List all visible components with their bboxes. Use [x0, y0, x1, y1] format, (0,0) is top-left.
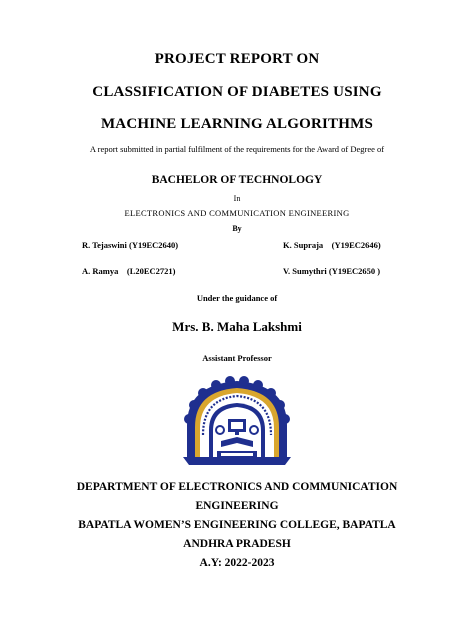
student-3: A. Ramya (L20EC2721): [82, 266, 176, 276]
guide-name: Mrs. B. Maha Lakshmi: [172, 319, 302, 334]
guidance-label: Under the guidance of: [196, 293, 278, 303]
branch-name: ELECTRONICS AND COMMUNICATION ENGINEERING: [124, 208, 350, 218]
guide-designation: Assistant Professor: [202, 353, 272, 363]
college-name: BAPATLA WOMEN’S ENGINEERING COLLEGE, BAPATLA: [78, 519, 396, 531]
student-4: V. Sumythri (Y19EC2650 ): [283, 266, 381, 276]
report-title-line1: CLASSIFICATION OF DIABETES USING: [92, 84, 382, 100]
by-label: By: [232, 224, 242, 233]
college-emblem-icon: [181, 375, 293, 467]
student-2: K. Supraja (Y19EC2646): [283, 240, 381, 250]
state-name: ANDHRA PRADESH: [183, 538, 291, 550]
department-line1: DEPARTMENT OF ELECTRONICS AND COMMUNICATION: [76, 481, 398, 493]
department-line2: ENGINEERING: [195, 500, 279, 512]
degree-name: BACHELOR OF TECHNOLOGY: [151, 174, 323, 186]
student-1: R. Tejaswini (Y19EC2640): [82, 240, 179, 250]
in-label: In: [233, 194, 241, 203]
report-title-line2: MACHINE LEARNING ALGORITHMS: [100, 116, 374, 132]
submission-note: A report submitted in partial fulfilment of the requirements for the Award of Degree of: [89, 144, 385, 154]
report-heading: PROJECT REPORT ON: [154, 51, 320, 67]
academic-year: A.Y: 2022-2023: [199, 557, 275, 569]
